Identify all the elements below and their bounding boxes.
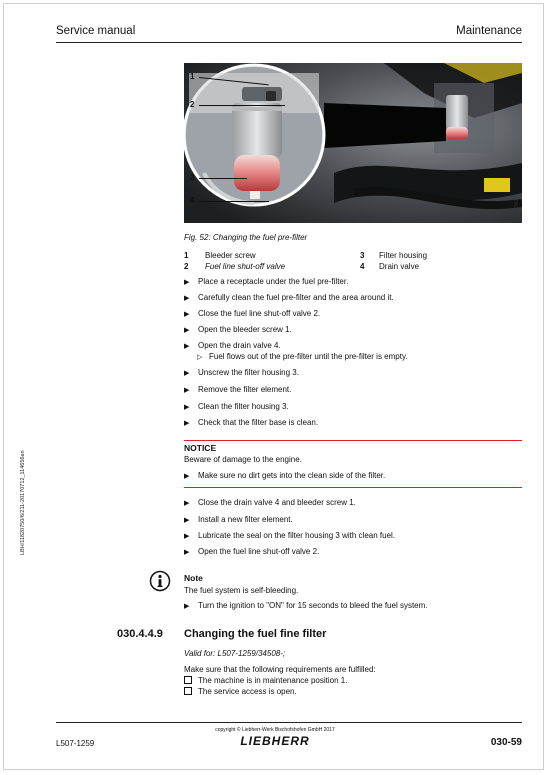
step-item — [184, 402, 289, 411]
arrow-icon: ▶ — [184, 370, 190, 377]
arrow-icon: ▶ — [184, 420, 190, 427]
step-text: Turn the ignition to "ON" for 15 seconds to bleed the fuel system. — [198, 601, 428, 610]
step-text: Open the fuel line shut-off valve 2. — [198, 547, 320, 556]
figure-caption: Fig. 52: Changing the fuel pre-filter — [184, 233, 308, 242]
footer-model: L507-1259 — [56, 739, 95, 748]
arrow-icon: ▶ — [184, 533, 190, 540]
callout-3: 3 — [190, 173, 195, 182]
legend-number: 4 — [360, 262, 365, 271]
requirement-item — [184, 687, 297, 696]
section-title: Changing the fuel fine filter — [184, 628, 327, 640]
callout-2: 2 — [190, 100, 195, 109]
step-item — [184, 293, 394, 302]
arrow-icon: ▶ — [184, 311, 190, 318]
step-item — [184, 368, 299, 377]
step-item — [184, 277, 348, 286]
callout-4-leader — [199, 201, 269, 202]
requirement-item — [184, 676, 347, 685]
step-item — [184, 498, 356, 507]
requirement-text: The machine is in maintenance position 1. — [198, 676, 348, 685]
copyright-notice: copyright © Liebherr-Werk Bischofshofen GmbH 2017 — [215, 727, 335, 733]
step-item — [184, 531, 395, 540]
step-text: Clean the filter housing 3. — [198, 402, 289, 411]
arrow-icon: ▶ — [184, 279, 190, 286]
legend-text: Drain valve — [379, 262, 420, 271]
header-section-title: Maintenance — [456, 25, 522, 37]
info-icon — [149, 570, 171, 592]
legend-text: Bleeder screw — [205, 251, 256, 260]
arrow-icon: ▶ — [184, 343, 190, 350]
step-text: Close the drain valve 4 and bleeder screw 1. — [198, 498, 356, 507]
note-step — [184, 601, 428, 610]
callout-2-leader — [199, 105, 285, 106]
fuel-prefilter-photo — [184, 63, 522, 223]
note-text: The fuel system is self-bleeding. — [184, 586, 299, 595]
arrow-icon: ▶ — [184, 327, 190, 334]
arrow-icon: ▶ — [184, 473, 190, 480]
arrow-icon: ▶ — [184, 517, 190, 524]
notice-bottom-rule — [184, 487, 522, 488]
liebherr-logo: LIEBHERR — [240, 734, 310, 748]
step-text: Close the fuel line shut-off valve 2. — [198, 309, 321, 318]
callout-1: 1 — [190, 72, 195, 81]
notice-title: NOTICE — [184, 443, 217, 453]
step-text: Open the bleeder screw 1. — [198, 325, 292, 334]
step-text: Carefully clean the fuel pre-filter and the area around it. — [198, 293, 394, 302]
section-intro: Make sure that the following requirements are fulfilled: — [184, 665, 376, 674]
arrow-icon: ▶ — [184, 404, 190, 411]
checkbox-icon — [184, 676, 192, 684]
header-manual-title: Service manual — [56, 25, 136, 37]
checkbox-icon — [184, 687, 192, 695]
step-text: Make sure no dirt gets into the clean side of the filter. — [198, 471, 386, 480]
callout-3-leader — [199, 178, 247, 179]
callout-4: 4 — [190, 196, 195, 205]
valid-for: Valid for: L507-1259/34508-; — [184, 649, 286, 658]
section-number: 030.4.4.9 — [117, 628, 163, 640]
arrow-icon: ▶ — [184, 500, 190, 507]
step-text: Install a new filter element. — [198, 515, 293, 524]
step-text: Place a receptacle under the fuel pre-filter. — [198, 277, 349, 286]
step-text: Lubricate the seal on the filter housing 3 with clean fuel. — [198, 531, 396, 540]
notice-top-rule — [184, 440, 522, 441]
result-text: Fuel flows out of the pre-filter until the pre-filter is empty. — [209, 352, 408, 361]
step-item — [184, 325, 292, 334]
note-title: Note — [184, 573, 203, 583]
step-item — [184, 309, 320, 318]
step-text: Open the drain valve 4. — [198, 341, 281, 350]
legend-number: 2 — [184, 262, 189, 271]
notice-text: Beware of damage to the engine. — [184, 455, 302, 464]
image-id-label: 20002341 — [514, 198, 520, 221]
notice-step — [184, 471, 385, 480]
step-result — [197, 352, 408, 361]
step-item — [184, 385, 291, 394]
document-code: LBH/11820750/6/211-20170712_114656en — [20, 450, 26, 555]
step-item — [184, 547, 319, 556]
footer-rule — [56, 722, 522, 723]
legend-text: Filter housing — [379, 251, 428, 260]
header-rule — [56, 42, 522, 43]
requirement-text: The service access is open. — [198, 687, 297, 696]
step-text: Check that the filter base is clean. — [198, 418, 319, 427]
step-item — [184, 418, 318, 427]
step-text: Unscrew the filter housing 3. — [198, 368, 299, 377]
step-text: Remove the filter element. — [198, 385, 292, 394]
legend-number: 1 — [184, 251, 189, 260]
arrow-icon: ▶ — [184, 295, 190, 302]
step-item — [184, 341, 281, 350]
legend-number: 3 — [360, 251, 365, 260]
arrow-icon: ▶ — [184, 603, 190, 610]
result-triangle-icon: ▷ — [197, 354, 203, 361]
arrow-icon: ▶ — [184, 549, 190, 556]
step-item — [184, 515, 293, 524]
arrow-icon: ▶ — [184, 387, 190, 394]
legend-text: Fuel line shut-off valve — [205, 262, 286, 271]
page-number: 030-59 — [490, 737, 522, 748]
